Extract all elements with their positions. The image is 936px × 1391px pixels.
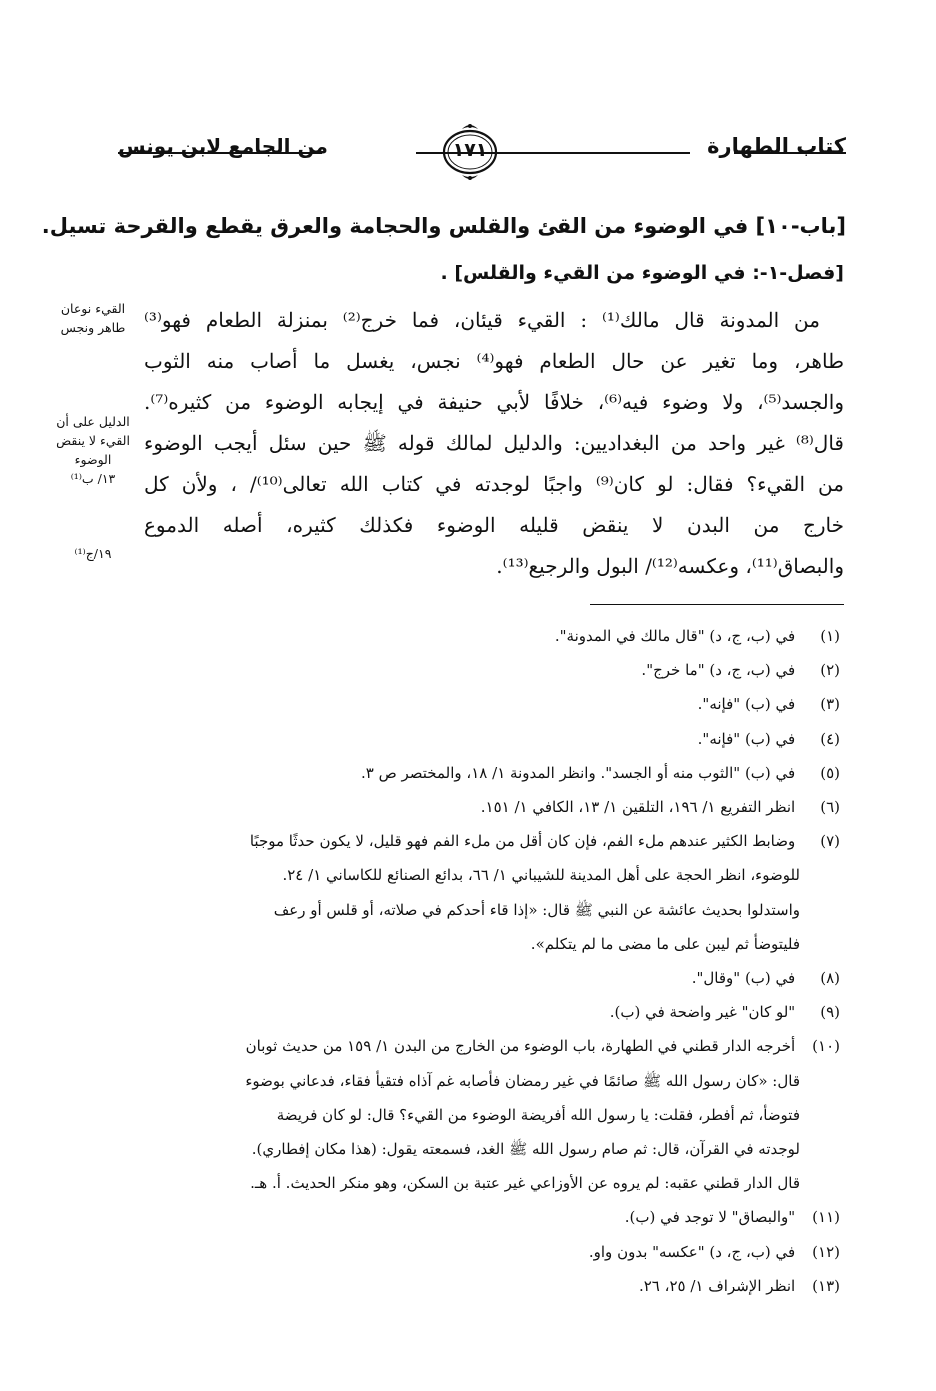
text-line: قال⁽⁸⁾ غير واحد من البغداديين: والدليل لمالك قوله ﷺ حين سئل أيجب الوضوء xyxy=(144,431,844,455)
footnote xyxy=(94,653,840,687)
footnote-number: (٤) xyxy=(820,729,840,748)
footnote-text: وضابط الكثير عندهم ملء الفم، فإن كان أقل من ملء الفم فهو قليل، لا يكون حدثًا موجبًا xyxy=(249,832,796,851)
text-line: والجسد⁽⁵⁾، ولا وضوء فيه⁽⁶⁾، خلافًا لأبي حنيفة في إيجابه الوضوء من كثيره⁽⁷⁾. xyxy=(144,390,844,414)
footnote xyxy=(94,619,840,653)
margin-note xyxy=(50,544,136,563)
text-line: من القيء؟ فقال: لو كان⁽⁹⁾ واجبًا لوجدته في كتاب الله تعالى⁽¹⁰⁾/ ، ولأن كل xyxy=(144,472,844,496)
chapter-heading: [باب-١٠] في الوضوء من القئ والقلس والحجامة والعرق يقطع والقرحة تسيل. xyxy=(41,214,846,238)
footnote-number: (١٣) xyxy=(812,1276,840,1295)
footnote-number: (١) xyxy=(820,627,840,645)
footnote-text: في (ب، ج، د) "ما خرج". xyxy=(641,661,796,680)
footnote-number: (١٠) xyxy=(812,1037,840,1056)
footnote xyxy=(94,722,840,756)
footnote-separator xyxy=(590,604,844,605)
footnote-text: في (ب) "فإنه". xyxy=(697,729,796,748)
text-line: خارج من البدن لا ينقض قليله الوضوء فكذلك كثيره، أصله الدموع xyxy=(144,513,844,537)
footnote-number: (٨) xyxy=(820,969,840,988)
footnote-number: (٥) xyxy=(820,763,840,782)
footnote-continuation: قال الدار قطني عقبه: لم يروه عن الأوزاعي غير عتبة بن السكن، وهو منكر الحديث. أ. هـ. xyxy=(250,1174,800,1193)
source-title: من الجامع لابن يونس xyxy=(118,134,328,158)
footnote-number: (٩) xyxy=(820,1003,840,1022)
footnote xyxy=(94,1200,840,1234)
footnote-text: في (ب) "الثوب منه أو الجسد". وانظر المدونة ١/ ١٨، والمختصر ص ٣. xyxy=(360,763,796,782)
main-text xyxy=(144,300,844,587)
margin-note-line: ١٩/ج⁽¹⁾ xyxy=(74,546,112,561)
footnote xyxy=(94,961,840,995)
footnote-continuation: فتوضأ، ثم أفطر، فقلت: يا رسول الله أفريضة الوضوء من القيء؟ قال: لو كان فريضة xyxy=(276,1105,800,1124)
margin-note-line: الدليل على أن xyxy=(56,414,130,429)
text-line: والبصاق⁽¹¹⁾، وعكسه⁽¹²⁾/ البول والرجيع⁽¹³⁾. xyxy=(496,554,844,578)
footnote-text: "والبصاق" لا توجد في (ب). xyxy=(624,1208,796,1227)
footnote-number: (٣) xyxy=(820,695,840,714)
margin-note-line: القيء نوعان xyxy=(60,301,126,316)
page-number-ornament xyxy=(440,122,500,182)
margin-note-line: الوضوء xyxy=(74,452,112,467)
footnote-number: (٦) xyxy=(820,798,840,817)
footnote-number: (١٢) xyxy=(812,1242,840,1261)
footnotes xyxy=(94,619,840,1303)
text-line: من المدونة قال مالك⁽¹⁾ : القيء قيئان، فما خرج⁽²⁾ بمنزلة الطعام فهو⁽³⁾ xyxy=(144,308,820,332)
footnote xyxy=(94,790,840,824)
footnote xyxy=(94,756,840,790)
footnote xyxy=(94,687,840,721)
footnote-text: في (ب) "فإنه". xyxy=(697,695,796,714)
footnote-continuation: لوجدته في القرآن، قال: ثم صام رسول الله ﷺ الغد، فسمعته يقول: (هذا مكان إفطاري). xyxy=(251,1140,800,1159)
footnote-text: في (ب) "وقال". xyxy=(691,969,796,988)
footnote xyxy=(94,1029,840,1063)
footnote-text: "لو كان" غير واضحة في (ب). xyxy=(609,1003,796,1022)
footnote-continuation: للوضوء، انظر الحجة على أهل المدينة للشيباني ١/ ٦٦، بدائع الصنائع للكاساني ١/ ٢٤. xyxy=(282,866,800,885)
footnote-continuation: واستدلوا بحديث عائشة عن النبي ﷺ قال: «إذا قاء أحدكم في صلاته، أو قلس أو رعف xyxy=(273,900,800,919)
margin-note-line: طاهر ونجس xyxy=(60,320,126,335)
footnote xyxy=(94,1269,840,1303)
margin-note-line: القيء لا ينقض xyxy=(56,433,130,448)
footnote-text: انظر الإشراف ١/ ٢٥، ٢٦. xyxy=(638,1276,796,1295)
running-header xyxy=(118,128,846,178)
book-title: كتاب الطهارة xyxy=(707,134,846,158)
footnote-continuation: قال: «كان رسول الله ﷺ صائمًا في غير رمضان فأصابه غم آذاه فتقيأ فقاء، فدعاني بوضوء xyxy=(245,1071,800,1090)
margin-note xyxy=(50,299,136,337)
footnote xyxy=(94,824,840,858)
footnote-text: أخرجه الدار قطني في الطهارة، باب الوضوء من الخارج من البدن ١/ ١٥٩ من حديث ثوبان xyxy=(245,1037,796,1056)
margin-note-line: ١٣/ ب⁽¹⁾ xyxy=(70,471,116,486)
footnote-text: في (ب، ج، د) "عكسه" بدون واو. xyxy=(588,1242,796,1261)
footnote-number: (٧) xyxy=(820,832,840,851)
footnote-continuation: فليتوضأ ثم ليبن على ما مضى ما لم يتكلم». xyxy=(530,934,800,953)
footnote xyxy=(94,995,840,1029)
text-line: طاهر، وما تغير عن حال الطعام فهو⁽⁴⁾ نجس، يغسل ما أصاب منه الثوب xyxy=(144,349,844,373)
section-heading: [فصل-١-: في الوضوء من القيء والقلس] . xyxy=(440,262,844,284)
footnote-text: انظر التفريع ١/ ١٩٦، التلقين ١/ ١٣، الكافي ١/ ١٥١. xyxy=(480,798,796,817)
page-number: ١٧١ xyxy=(452,139,488,161)
margin-note xyxy=(50,412,136,488)
footnote-text: في (ب، ج، د) "قال مالك في المدونة". xyxy=(554,627,796,645)
footnote-number: (١١) xyxy=(812,1208,840,1227)
footnote-number: (٢) xyxy=(820,661,840,680)
footnote xyxy=(94,1235,840,1269)
